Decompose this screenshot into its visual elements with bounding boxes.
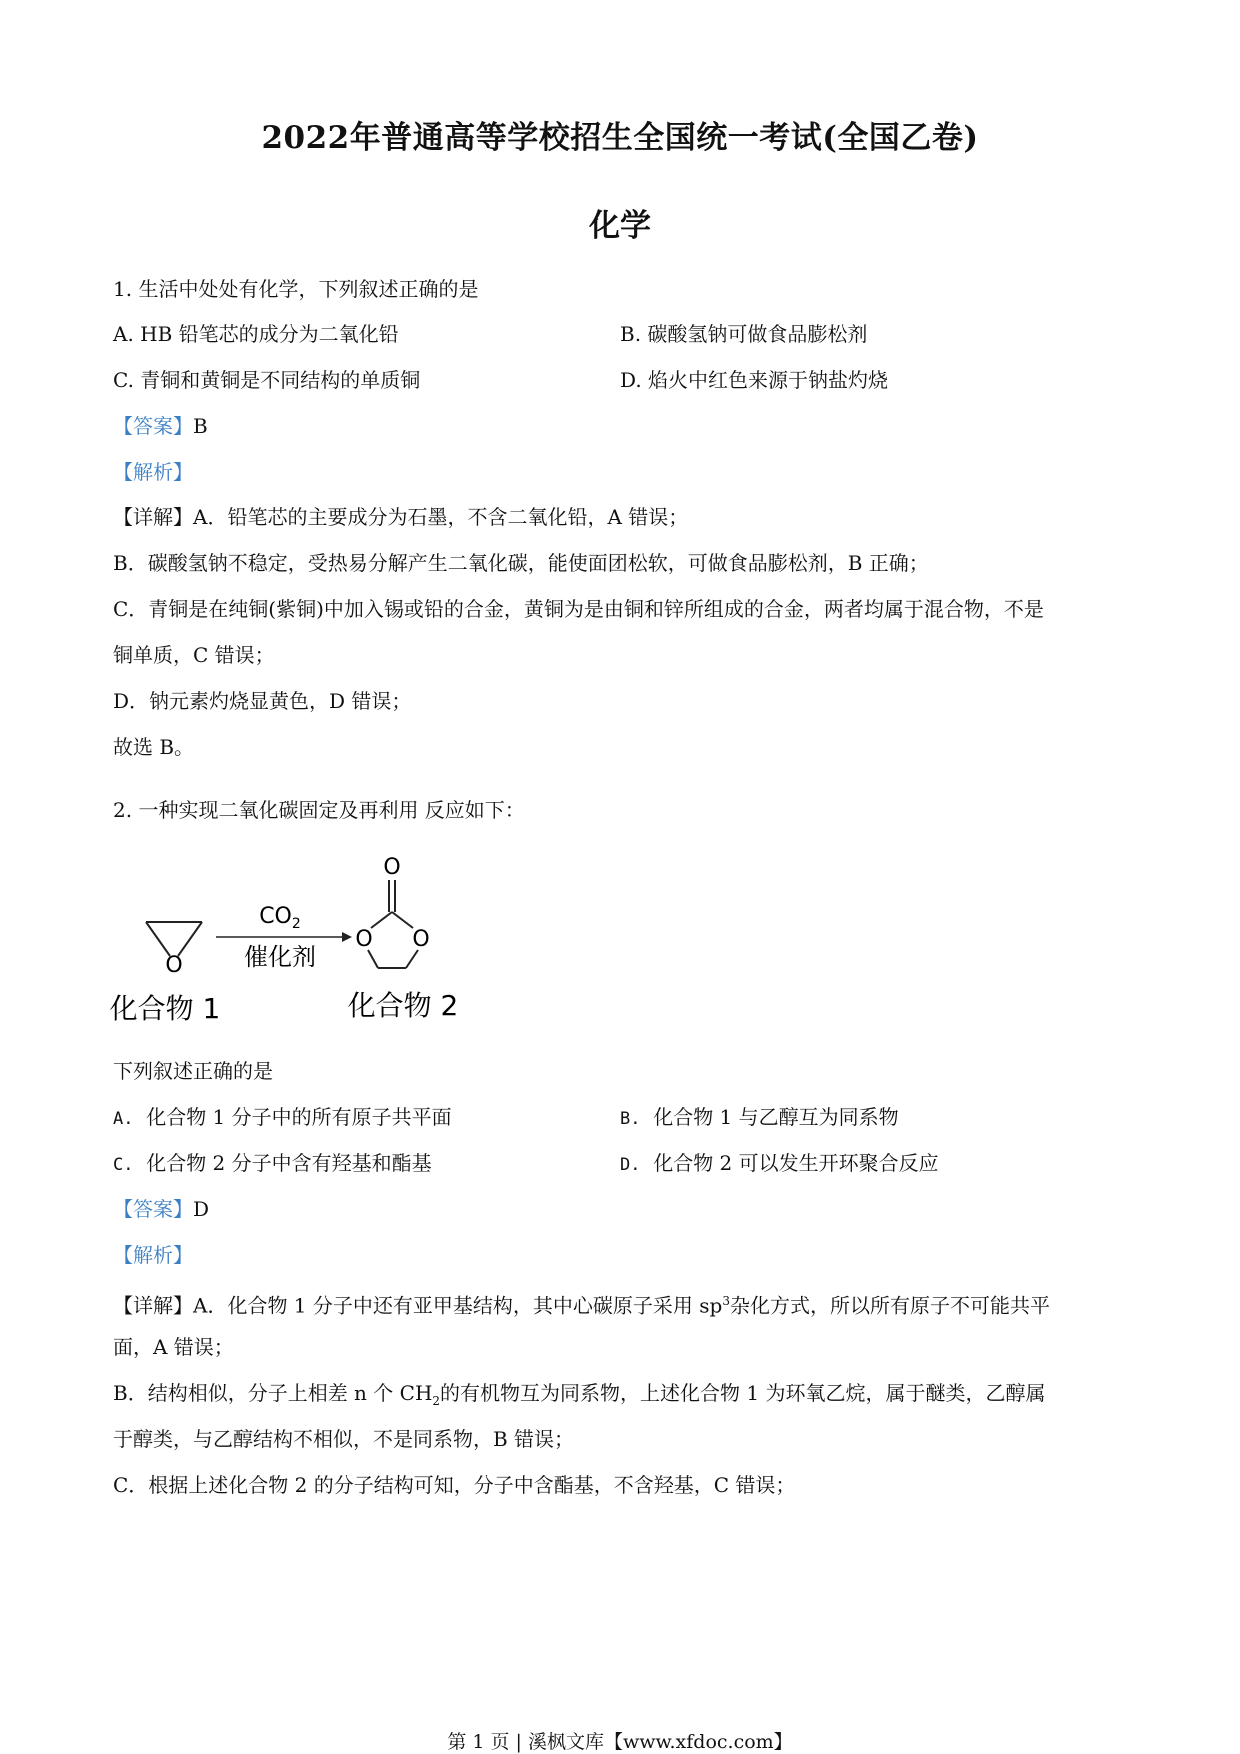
atom-o: O xyxy=(165,953,183,978)
q2-detail-c: C．根据上述化合物 2 的分子结构可知，分子中含酯基，不含羟基，C 错误； xyxy=(113,1473,796,1497)
q2-detail-a-line2: 面，A 错误； xyxy=(113,1335,234,1359)
reagent-label: $CO_2$ xyxy=(259,904,301,932)
q1-option-d: D. 焰火中红色来源于钠盐灼烧 xyxy=(620,368,889,392)
q1-answer xyxy=(113,413,208,439)
compound2-structure xyxy=(355,855,429,968)
q2-option-b: B. 化合物 1 与乙醇互为同系物 xyxy=(620,1105,899,1129)
q1-analysis-tag: 【解析】 xyxy=(113,460,193,484)
q2-option-a: A. 化合物 1 分子中的所有原子共平面 xyxy=(113,1105,452,1129)
q1-option-b: B. 碳酸氢钠可做食品膨松剂 xyxy=(620,322,868,346)
catalyst-label: 催化剂 xyxy=(244,943,316,971)
q1-conclusion: 故选 B。 xyxy=(113,735,195,759)
answer-value: D xyxy=(193,1197,210,1221)
q2-analysis-tag: 【解析】 xyxy=(113,1243,193,1267)
compound1-label: 化合物 1 xyxy=(110,992,221,1025)
q1-detail-b: B．碳酸氢钠不稳定，受热易分解产生二氧化碳，能使面团松软，可做食品膨松剂，B 正确； xyxy=(113,551,929,575)
reaction-scheme xyxy=(110,850,490,1030)
q1-option-a: A. HB 铅笔芯的成分为二氧化铅 xyxy=(113,322,399,346)
q1-detail-a xyxy=(113,504,688,530)
page-footer: 第 1 页 | 溪枫文库【www.xfdoc.com】 xyxy=(447,1731,793,1753)
q1-detail-c-line2: 铜单质，C 错误； xyxy=(113,643,275,667)
document-title: 2022年普通高等学校招生全国统一考试(全国乙卷) xyxy=(261,120,979,156)
q2-detail-a-line1: 【详解】A．化合物 1 分子中还有亚甲基结构，其中心碳原子采用 $sp^3$杂化方式，所以所有原子不可能共平 xyxy=(113,1293,1050,1318)
compound1-structure xyxy=(146,922,202,978)
q2-answer xyxy=(113,1196,209,1222)
q2-option-c: C. 化合物 2 分子中含有羟基和酯基 xyxy=(113,1151,432,1175)
answer-tag: 【答案】 xyxy=(113,414,193,438)
subject-title: 化学 xyxy=(589,208,651,244)
reaction-arrow xyxy=(216,904,352,971)
q2-detail-b-line1: B．结构相似，分子上相差 n 个 $CH_2$的有机物互为同系物，上述化合物 1 为环氧乙烷，属于醚类，乙醇属 xyxy=(113,1381,1046,1408)
q2-prompt: 下列叙述正确的是 xyxy=(113,1059,273,1083)
compound2-label: 化合物 2 xyxy=(347,989,459,1022)
q1-detail-c-line1: C．青铜是在纯铜(紫铜)中加入锡或铅的合金，黄铜为是由铜和锌所组成的合金，两者均属于混合物，不是 xyxy=(113,597,1044,621)
atom-o: O xyxy=(383,855,401,880)
q2-detail-b-line2: 于醇类，与乙醇结构不相似，不是同系物，B 错误； xyxy=(113,1427,575,1451)
atom-o: O xyxy=(355,927,373,952)
detail-text: A．铅笔芯的主要成分为石墨，不含二氧化铅，A 错误； xyxy=(193,505,689,529)
detail-tag: 【详解】 xyxy=(113,505,193,529)
answer-value: B xyxy=(193,414,208,438)
atom-o: O xyxy=(412,927,430,952)
q1-stem: 1. 生活中处处有化学，下列叙述正确的是 xyxy=(113,277,479,301)
q2-option-d: D. 化合物 2 可以发生开环聚合反应 xyxy=(620,1151,939,1175)
q2-stem: 2. 一种实现二氧化碳固定及再利用 反应如下： xyxy=(113,798,525,822)
answer-tag: 【答案】 xyxy=(113,1197,193,1221)
q1-detail-d: D．钠元素灼烧显黄色，D 错误； xyxy=(113,689,412,713)
q1-option-c: C. 青铜和黄铜是不同结构的单质铜 xyxy=(113,368,421,392)
